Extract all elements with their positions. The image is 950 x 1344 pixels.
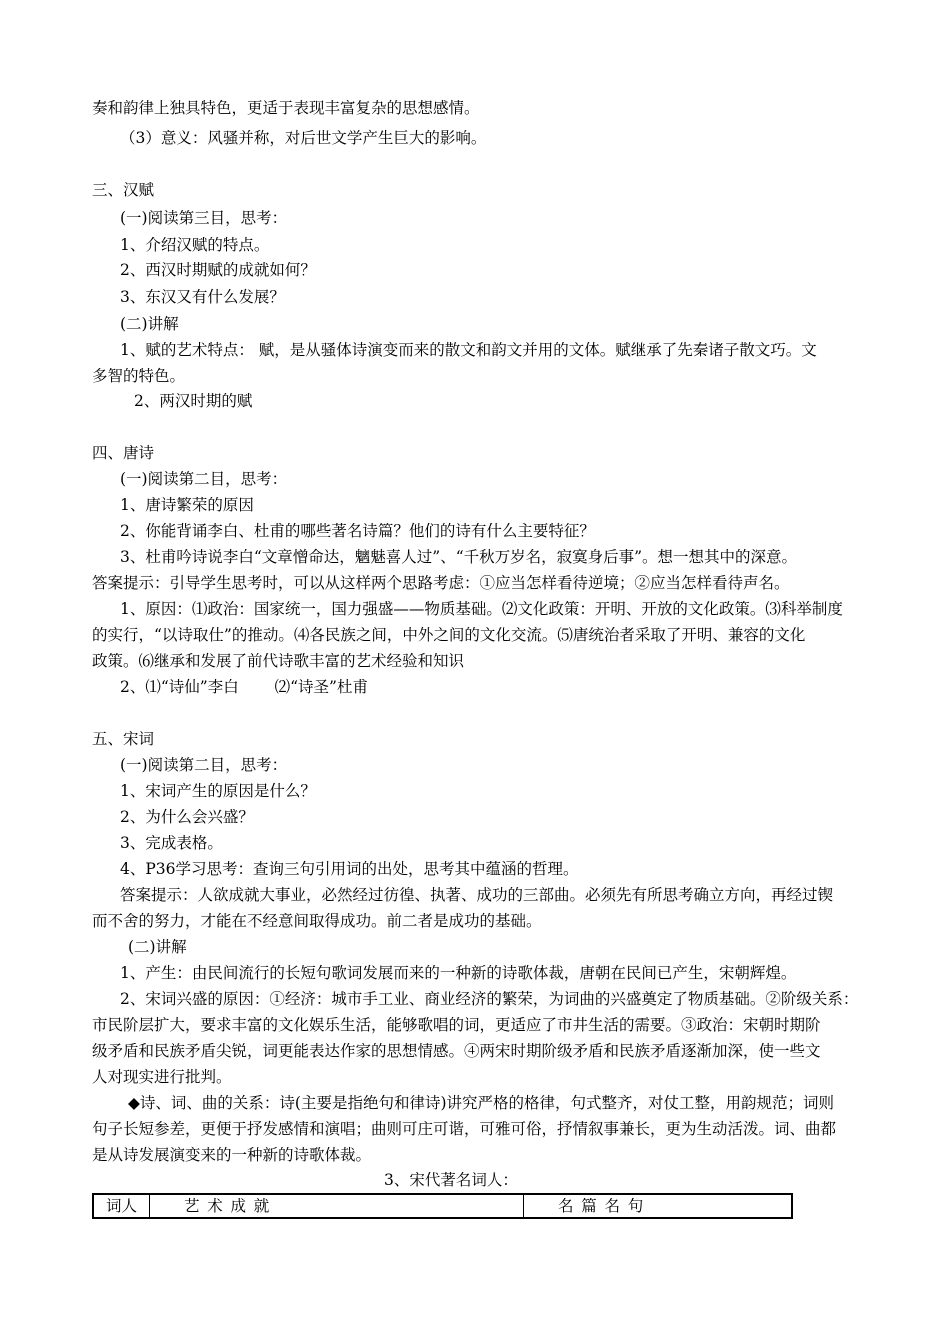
text-line: 市民阶层扩大，要求丰富的文化娱乐生活，能够歌唱的词，更适应了市井生活的需要。③政治：宋朝时期阶 (92, 1016, 821, 1034)
answer-hint: 答案提示：人欲成就大事业，必然经过彷徨、执著、成功的三部曲。必须先有所思考确立方向，再经过锲 (120, 886, 834, 904)
question-item: 2、西汉时期赋的成就如何？ (120, 261, 316, 279)
question-item: 3、杜甫吟诗说李白“文章憎命达，魑魅喜人过”、“千秋万岁名，寂寞身后事”。想一想其中的深意。 (120, 548, 798, 566)
question-item: 4、P36学习思考：查询三句引用词的出处，思考其中蕴涵的哲理。 (120, 860, 579, 878)
subheading: (二)讲解 (120, 315, 179, 333)
question-item: 1、唐诗繁荣的原因 (120, 496, 254, 514)
text-line: 1、原因：⑴政治：国家统一，国力强盛——物质基础。⑵文化政策：开明、开放的文化政策。⑶科举制度 (120, 600, 843, 618)
text-line: 而不舍的努力，才能在不经意间取得成功。前二者是成功的基础。 (92, 912, 542, 930)
question-item: 2、你能背诵李白、杜甫的哪些著名诗篇？他们的诗有什么主要特征？ (120, 522, 595, 540)
question-item: 3、完成表格。 (120, 834, 223, 852)
subheading: (一)阅读第二目，思考： (120, 470, 288, 488)
text-line: 政策。⑹继承和发展了前代诗歌丰富的艺术经验和知识 (92, 652, 465, 670)
text-line: 级矛盾和民族矛盾尖锐，词更能表达作家的思想情感。④两宋时期阶级矛盾和民族矛盾逐渐加深，使一些文 (92, 1042, 821, 1060)
question-item: 2、为什么会兴盛？ (120, 808, 254, 826)
text-line: 2、两汉时期的赋 (134, 392, 253, 410)
section-heading: 五、宋词 (92, 730, 155, 748)
text-line: 2、宋词兴盛的原因：①经济：城市手工业、商业经济的繁荣，为词曲的兴盛奠定了物质基础。②阶级关系： (120, 990, 859, 1008)
table-caption: 3、宋代著名词人： (384, 1171, 518, 1189)
subheading: (一)阅读第二目，思考： (120, 756, 288, 774)
text-line: 1、产生：由民间流行的长短句歌词发展而来的一种新的诗歌体裁，唐朝在民间已产生，宋朝辉煌。 (120, 964, 797, 982)
text-line: 是从诗发展演变来的一种新的诗歌体裁。 (92, 1146, 372, 1164)
poets-table (92, 1193, 793, 1219)
subheading: (二)讲解 (128, 938, 187, 956)
section-heading: 四、唐诗 (92, 444, 155, 462)
text-line: 1、赋的艺术特点： 赋，是从骚体诗演变而来的散文和韵文并用的文体。赋继承了先秦诸子散文巧。文 (120, 341, 817, 359)
subheading: (一)阅读第三目，思考： (120, 209, 288, 227)
table-header-poet: 词人 (94, 1195, 150, 1217)
question-item: 1、宋词产生的原因是什么？ (120, 782, 316, 800)
question-item: 1、介绍汉赋的特点。 (120, 236, 270, 254)
text-line: 2、⑴“诗仙”李白 ⑵“诗圣”杜甫 (120, 678, 368, 696)
text-line: 多智的特色。 (92, 367, 186, 385)
table-header-achievement: 艺术成就 (150, 1195, 524, 1217)
text-line: ◆诗、词、曲的关系：诗(主要是指绝句和律诗)讲究严格的格律，句式整齐，对仗工整，用韵规范；词则 (128, 1094, 835, 1112)
question-item: 3、东汉又有什么发展？ (120, 288, 285, 306)
text-line: 人对现实进行批判。 (92, 1068, 232, 1086)
answer-hint: 答案提示：引导学生思考时，可以从这样两个思路考虑：①应当怎样看待逆境；②应当怎样看待声名。 (92, 574, 790, 592)
text-line: 句子长短参差，更便于抒发感情和演唱；曲则可庄可谐，可雅可俗，抒情叙事兼长，更为生动活泼。词、曲都 (92, 1120, 837, 1138)
text-line: （3）意义：风骚并称，对后世文学产生巨大的影响。 (120, 129, 487, 147)
table-header-famous-works: 名篇名句 (558, 1197, 652, 1215)
text-line: 奏和韵律上独具特色，更适于表现丰富复杂的思想感情。 (92, 99, 480, 117)
text-line: 的实行，“以诗取仕”的推动。⑷各民族之间，中外之间的文化交流。⑸唐统治者采取了开明、兼容的文化 (92, 626, 806, 644)
section-heading: 三、汉赋 (92, 181, 155, 199)
